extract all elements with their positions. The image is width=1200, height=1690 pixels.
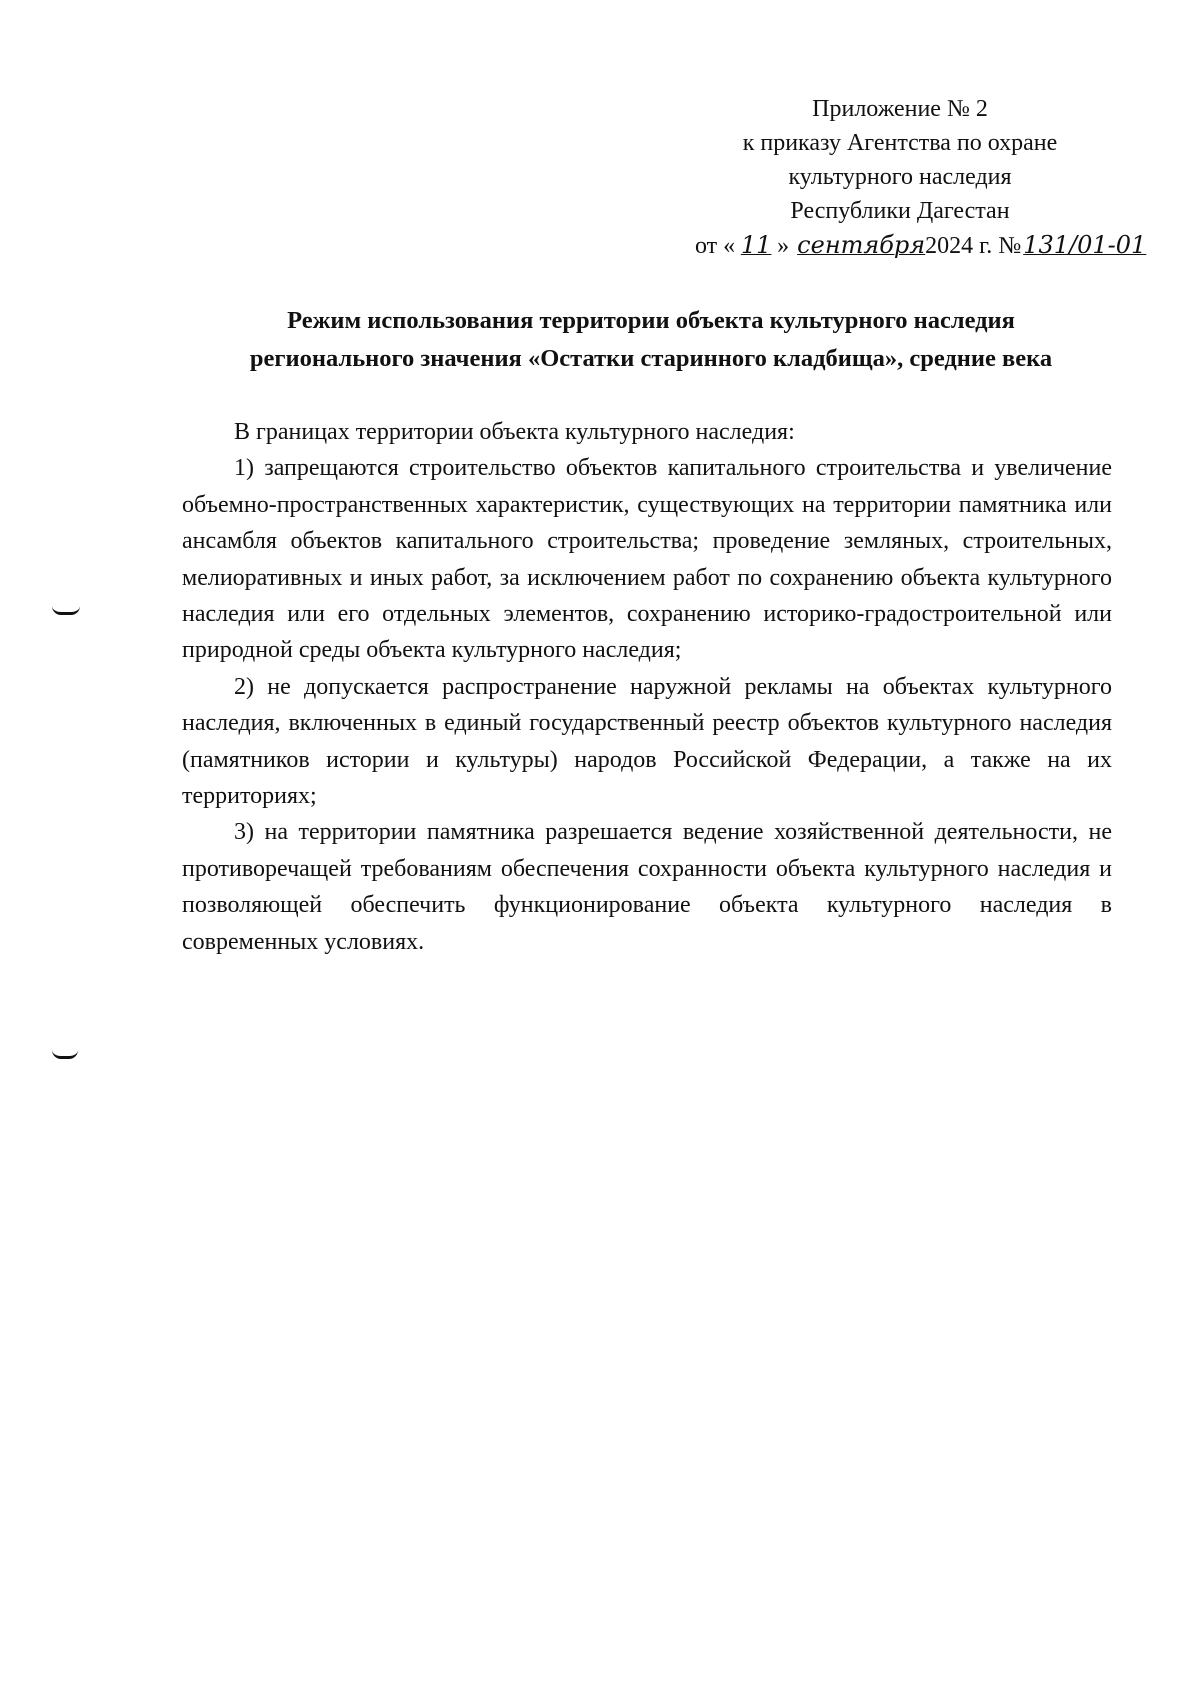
appendix-republic: Республики Дагестан (790, 198, 1010, 224)
order-day: 11 (740, 231, 772, 259)
order-prefix: от « (695, 233, 736, 259)
scan-mark (52, 606, 80, 615)
order-number: 131/01-01 (1023, 231, 1147, 259)
order-date-number (695, 228, 1145, 263)
document-title (182, 302, 1120, 378)
appendix-header (690, 92, 1110, 228)
body-item-3: 3) на территории памятника разрешается ведение хозяйственной деятельности, не противоречащей требованиям обеспечения сохранности объекта культурного наследия и позволяющей обеспечить функционирование объекта культурного наследия в современных условиях. (182, 819, 1112, 955)
body-item-1: 1) запрещаются строительство объектов капитального строительства и увеличение объемно-пространственных характеристик, существующих на территории памятника или ансамбля объектов капитального строительства; проведение земляных, строительных, мелиоративных и иных работ, за исключением работ по сохранению объекта культурного наследия или его отдельных элементов, сохранению историко-градостроительной или природной среды объекта культурного наследия; (182, 455, 1112, 664)
order-month: сентября (797, 231, 926, 259)
scan-mark (52, 1050, 78, 1059)
appendix-order-ref: к приказу Агентства по охране (742, 130, 1058, 156)
appendix-agency: культурного наследия (788, 164, 1012, 190)
order-num-label: № (998, 233, 1022, 259)
body-lead: В границах территории объекта культурного наследия: (234, 419, 795, 445)
title-line-1: Режим использования территории объекта культурного наследия (287, 307, 1015, 334)
order-mid: » (777, 233, 790, 259)
appendix-number: Приложение № 2 (812, 96, 988, 122)
title-line-2: регионального значения «Остатки старинного кладбища», средние века (249, 345, 1053, 372)
order-year: 2024 г. (925, 233, 993, 259)
body-item-2: 2) не допускается распространение наружной рекламы на объектах культурного наследия, включенных в единый государственный реестр объектов культурного наследия (памятников истории и культуры) народов Российской Федерации, а также на их территориях; (182, 673, 1112, 810)
document-body (182, 414, 1112, 960)
